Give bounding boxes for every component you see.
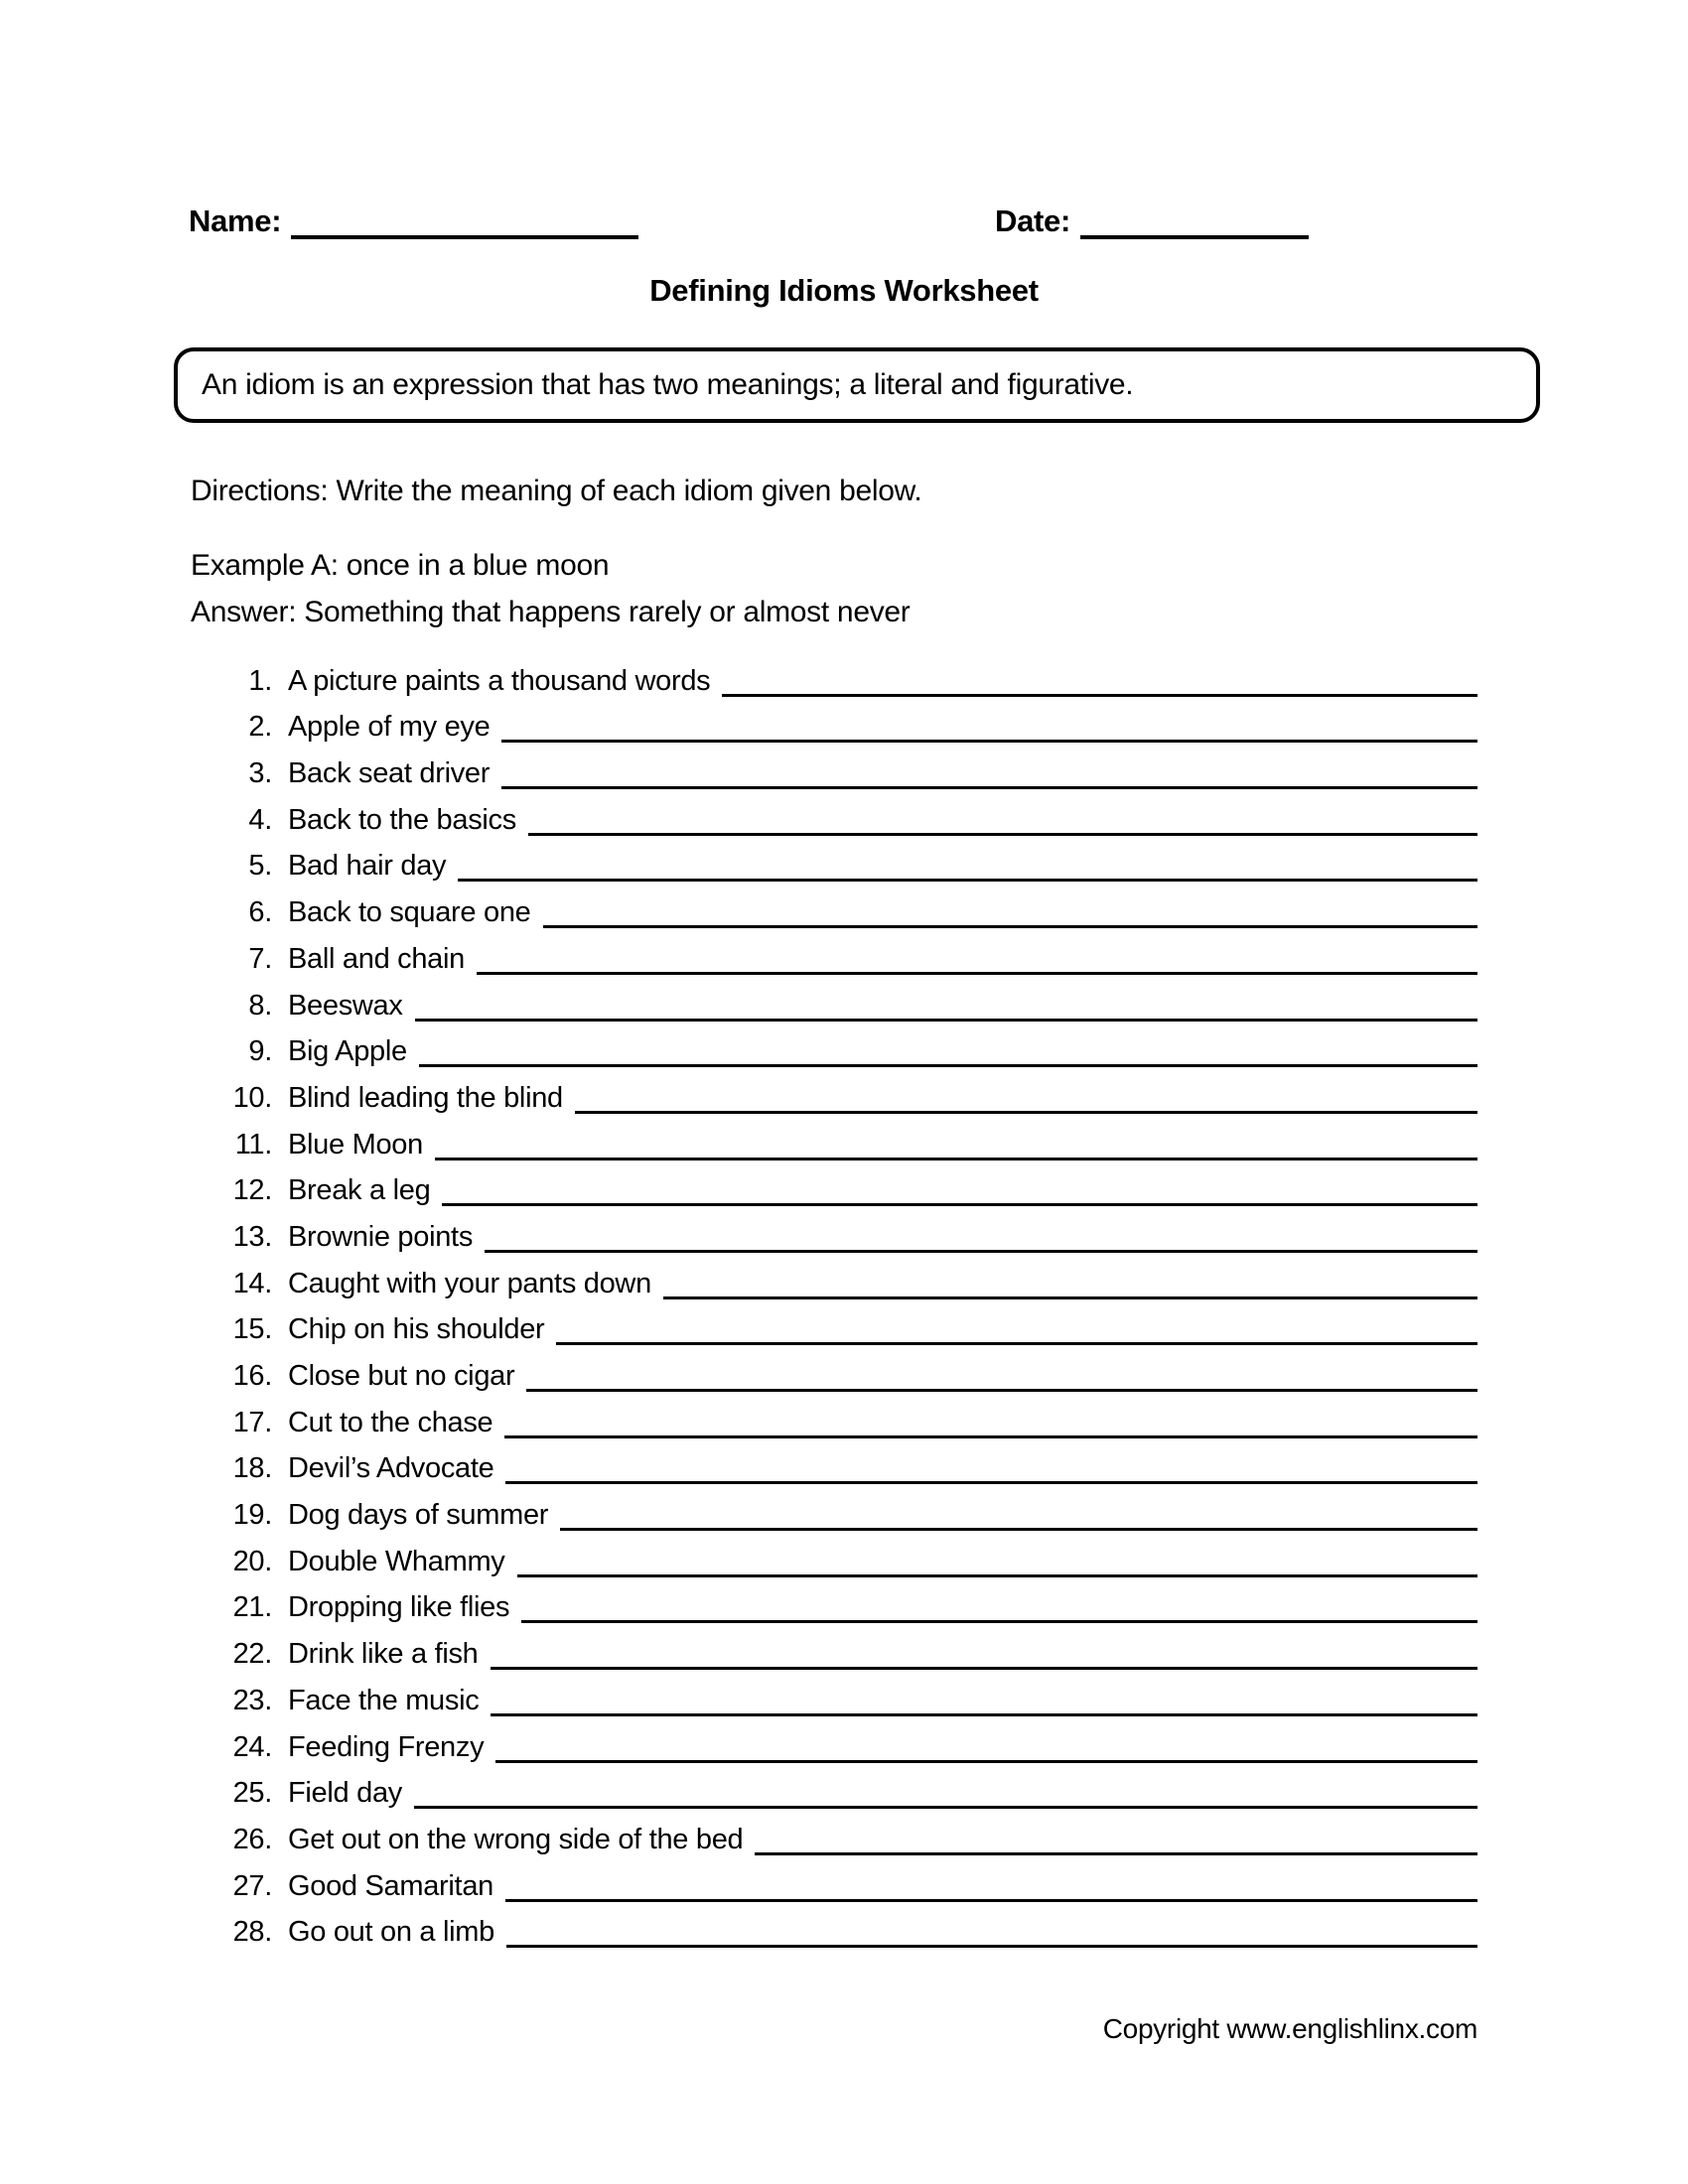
idiom-text: Apple of my eye [288,711,491,744]
idiom-text: Good Samaritan [288,1869,493,1902]
answer-blank[interactable] [506,1941,1477,1948]
item-number: 6. [248,896,272,929]
item-number: 27. [232,1869,272,1902]
idiom-item [226,1809,1477,1855]
idiom-text: Go out on a limb [288,1916,494,1949]
idiom-text: Dropping like flies [288,1591,510,1624]
idiom-text: Brownie points [288,1220,474,1253]
item-number: 20. [232,1545,272,1577]
idiom-item [226,650,1477,697]
answer-blank[interactable] [517,1570,1478,1577]
idiom-item [226,1763,1477,1810]
item-number: 21. [232,1591,272,1624]
idiom-text: Cut to the chase [288,1406,493,1438]
idiom-text: Chip on his shoulder [288,1313,545,1346]
answer-blank[interactable] [501,736,1477,743]
example-answer: Answer: Something that happens rarely or almost never [191,596,911,628]
item-number: 19. [232,1499,272,1532]
idiom-item [226,1067,1477,1114]
item-number: 1. [248,664,272,697]
item-number: 9. [248,1035,272,1068]
answer-blank[interactable] [477,968,1477,975]
idiom-item [226,1531,1477,1577]
item-number: 5. [248,850,272,883]
idiom-text: Beeswax [288,989,403,1022]
definition-box [174,347,1540,423]
idiom-text: Bad hair day [288,850,447,883]
idiom-item [226,928,1477,975]
answer-blank[interactable] [560,1524,1477,1531]
idiom-item [226,1623,1477,1670]
idiom-item [226,697,1477,744]
answer-blank[interactable] [491,1663,1477,1670]
idiom-text: Ball and chain [288,942,465,975]
idiom-text: Blind leading the blind [288,1081,563,1114]
page-title: Defining Idioms Worksheet [649,273,1039,308]
answer-blank[interactable] [442,1199,1477,1206]
answer-blank[interactable] [414,1802,1477,1809]
idiom-text: Dog days of summer [288,1499,549,1532]
idiom-text: Feeding Frenzy [288,1730,485,1763]
item-number: 18. [232,1452,272,1485]
idiom-list [226,650,1477,1948]
idiom-item [226,975,1477,1022]
item-number: 11. [234,1128,272,1160]
name-input-line[interactable] [291,205,638,239]
date-input-line[interactable] [1080,205,1309,239]
answer-blank[interactable] [521,1616,1477,1623]
answer-blank[interactable] [526,1385,1477,1392]
answer-blank[interactable] [722,690,1477,697]
item-number: 7. [248,942,272,975]
idiom-item [226,882,1477,928]
answer-blank[interactable] [485,1246,1477,1253]
item-number: 8. [248,989,272,1022]
name-label: Name: [189,204,282,238]
idiom-item [226,1392,1477,1438]
item-number: 24. [232,1730,272,1763]
answer-blank[interactable] [419,1060,1477,1067]
idiom-item [226,1206,1477,1253]
idiom-item [226,1902,1477,1949]
answer-blank[interactable] [528,829,1477,836]
example-prompt: Example A: once in a blue moon [191,549,610,582]
idiom-text: Drink like a fish [288,1638,479,1671]
answer-blank[interactable] [663,1293,1477,1299]
answer-blank[interactable] [435,1154,1477,1160]
answer-blank[interactable] [458,875,1477,882]
answer-blank[interactable] [505,1477,1477,1484]
idiom-item [226,1438,1477,1485]
idiom-item [226,1022,1477,1068]
idiom-item [226,1484,1477,1531]
item-number: 22. [232,1638,272,1671]
answer-blank[interactable] [504,1432,1477,1438]
answer-blank[interactable] [415,1015,1477,1022]
idiom-text: Devil’s Advocate [288,1452,494,1485]
answer-blank[interactable] [491,1709,1477,1716]
answer-blank[interactable] [501,782,1477,789]
item-number: 17. [232,1406,272,1438]
idiom-item [226,1716,1477,1763]
item-number: 15. [232,1313,272,1346]
idiom-item [226,1577,1477,1624]
item-number: 12. [232,1174,272,1207]
idiom-text: Back to square one [288,896,531,929]
answer-blank[interactable] [556,1338,1477,1345]
date-field-group [995,204,1309,239]
item-number: 28. [232,1916,272,1949]
name-field-group [189,204,638,239]
item-number: 4. [248,803,272,836]
idiom-item [226,743,1477,789]
idiom-item [226,1855,1477,1902]
idiom-text: Face the music [288,1684,480,1716]
idiom-item [226,1299,1477,1346]
idiom-item [226,1345,1477,1392]
idiom-item [226,1670,1477,1716]
answer-blank[interactable] [495,1756,1477,1763]
item-number: 25. [232,1777,272,1810]
idiom-item [226,1114,1477,1160]
item-number: 23. [232,1684,272,1716]
idiom-text: Close but no cigar [288,1360,515,1392]
date-label: Date: [995,204,1071,238]
idiom-text: Big Apple [288,1035,407,1068]
idiom-text: Back to the basics [288,803,516,836]
item-number: 14. [232,1267,272,1299]
idiom-item [226,1253,1477,1299]
idiom-text: Double Whammy [288,1545,505,1577]
idiom-text: A picture paints a thousand words [288,664,711,697]
directions-text: Directions: Write the meaning of each idiom given below. [191,475,922,507]
idiom-text: Back seat driver [288,757,491,790]
definition-text: An idiom is an expression that has two meanings; a literal and figurative. [202,368,1134,401]
item-number: 3. [248,757,272,790]
item-number: 2. [248,711,272,744]
idiom-text: Blue Moon [288,1128,423,1160]
answer-blank[interactable] [755,1848,1477,1855]
item-number: 16. [232,1360,272,1392]
item-number: 26. [232,1823,272,1855]
item-number: 10. [232,1081,272,1114]
idiom-item [226,789,1477,836]
idiom-text: Get out on the wrong side of the bed [288,1823,744,1855]
copyright-text: Copyright www.englishlinx.com [1102,2013,1477,2044]
idiom-item [226,836,1477,883]
answer-blank[interactable] [575,1107,1477,1114]
idiom-text: Break a leg [288,1174,431,1207]
idiom-item [226,1160,1477,1207]
answer-blank[interactable] [543,921,1478,928]
idiom-text: Caught with your pants down [288,1267,651,1299]
idiom-text: Field day [288,1777,402,1810]
item-number: 13. [232,1220,272,1253]
answer-blank[interactable] [505,1895,1477,1902]
